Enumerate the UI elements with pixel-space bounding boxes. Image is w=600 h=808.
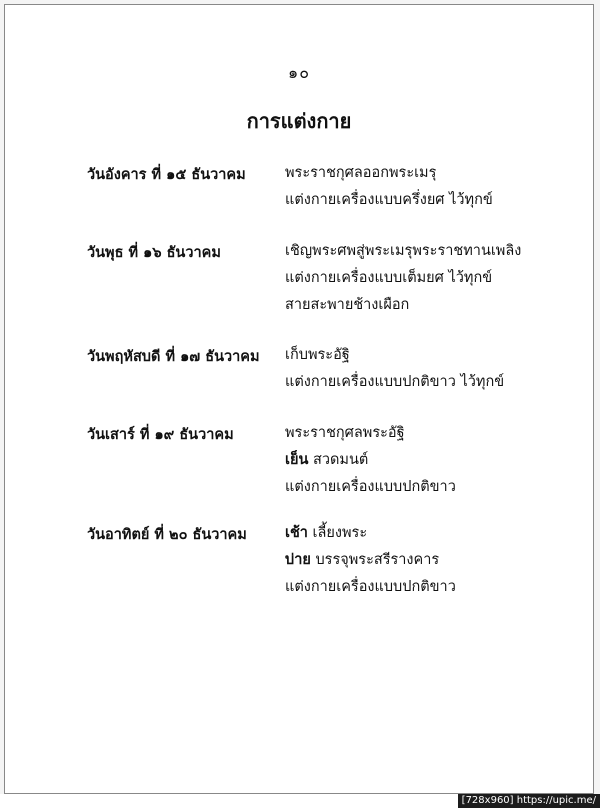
schedule-line bbox=[285, 477, 456, 504]
line-text: เชิญพระศพสู่พระเมรุพระราชทานเพลิง bbox=[285, 243, 522, 259]
line-text: พระราชกุศลพระอัฐิ bbox=[285, 425, 405, 441]
line-emphasis: เย็น bbox=[285, 451, 309, 468]
page-title: การแต่งกาย bbox=[246, 109, 352, 133]
schedule-line bbox=[285, 295, 521, 322]
schedule-line bbox=[285, 577, 456, 604]
schedule-line bbox=[285, 550, 456, 577]
schedule-lines bbox=[285, 345, 504, 399]
schedule-line bbox=[285, 372, 504, 399]
schedule-date: วันอังคาร ที่ ๑๕ ธันวาคม bbox=[87, 166, 246, 183]
schedule-line bbox=[285, 423, 456, 450]
line-text: พระราชกุศลออกพระเมรุ bbox=[285, 165, 437, 181]
schedule-date: วันอาทิตย์ ที่ ๒๐ ธันวาคม bbox=[87, 526, 247, 543]
line-text: แต่งกายเครื่องแบบปกติขาว bbox=[285, 579, 456, 595]
schedule-line bbox=[285, 241, 521, 268]
schedule-line bbox=[285, 523, 456, 550]
page-number: ๑๐ bbox=[288, 63, 310, 82]
watermark-link[interactable]: [728x960] https://upic.me/ bbox=[458, 794, 600, 808]
schedule-lines bbox=[285, 241, 521, 322]
schedule-lines bbox=[285, 423, 456, 504]
line-text: เลี้ยงพระ bbox=[307, 525, 368, 541]
line-text: เก็บพระอัฐิ bbox=[285, 347, 350, 363]
line-emphasis: บ่าย bbox=[285, 551, 311, 568]
line-text: สวดมนต์ bbox=[308, 452, 369, 468]
schedule-line bbox=[285, 163, 493, 190]
line-text: สายสะพายช้างเผือก bbox=[285, 297, 410, 313]
schedule-lines bbox=[285, 523, 456, 604]
line-emphasis: เช้า bbox=[285, 524, 308, 541]
footer-bar bbox=[0, 794, 600, 808]
line-text: แต่งกายเครื่องแบบครึ่งยศ ไว้ทุกข์ bbox=[285, 192, 493, 208]
schedule-line bbox=[285, 450, 456, 477]
schedule-line bbox=[285, 190, 493, 217]
schedule-line bbox=[285, 268, 521, 295]
schedule-date: วันพฤหัสบดี ที่ ๑๗ ธันวาคม bbox=[87, 348, 260, 365]
schedule-date: วันพุธ ที่ ๑๖ ธันวาคม bbox=[87, 244, 221, 261]
line-text: แต่งกายเครื่องแบบปกติขาว ไว้ทุกข์ bbox=[285, 374, 505, 390]
schedule-line bbox=[285, 345, 504, 372]
line-text: แต่งกายเครื่องแบบเต็มยศ ไว้ทุกข์ bbox=[285, 270, 493, 286]
schedule-date: วันเสาร์ ที่ ๑๙ ธันวาคม bbox=[87, 426, 234, 443]
schedule-lines bbox=[285, 163, 493, 217]
document-page bbox=[4, 4, 594, 794]
line-text: บรรจุพระสรีรางคาร bbox=[310, 552, 440, 568]
line-text: แต่งกายเครื่องแบบปกติขาว bbox=[285, 479, 456, 495]
